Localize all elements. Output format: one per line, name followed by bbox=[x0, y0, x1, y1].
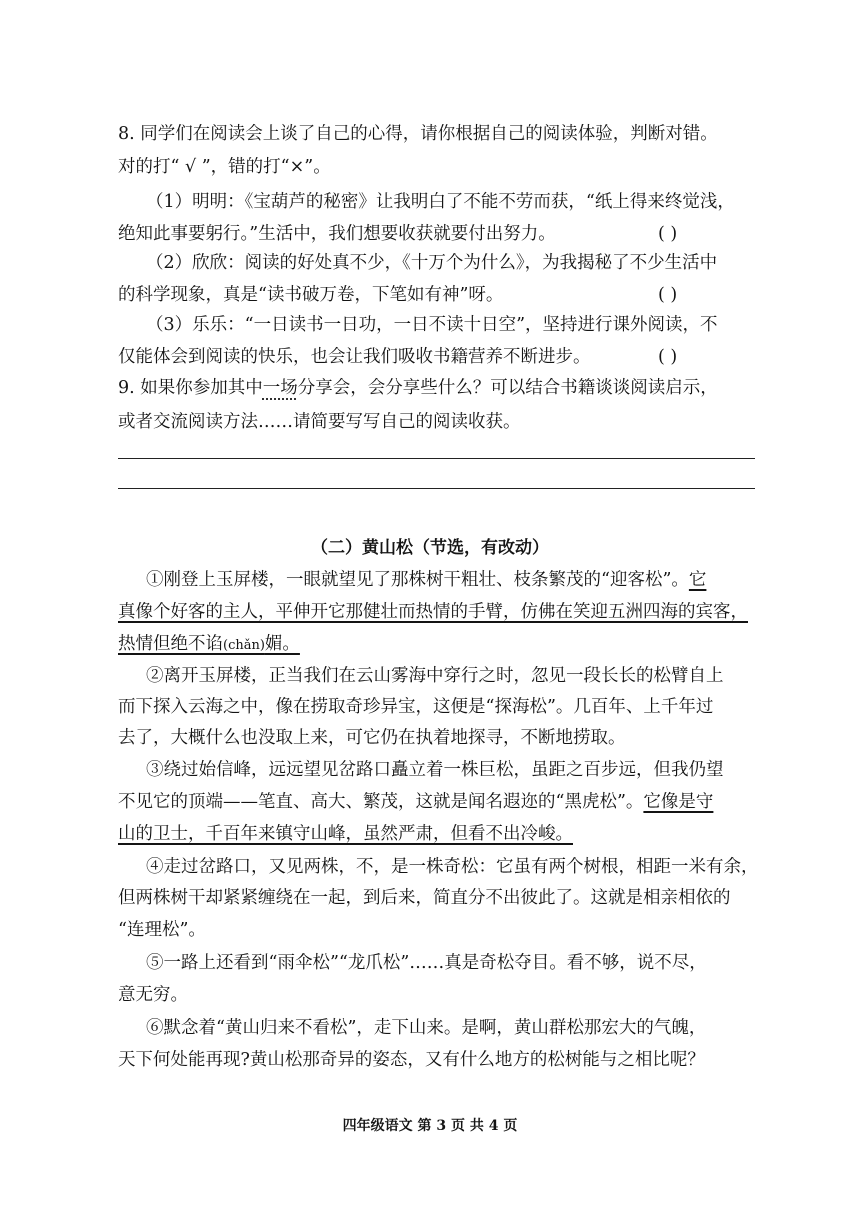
q8-item3-answer-paren[interactable]: ( ) bbox=[658, 347, 678, 367]
q8-item1-line2: 绝知此事要躬行。”生活中，我们想要收获就要付出努力。 bbox=[118, 224, 556, 244]
p3-underlined-end: 山的卫士，千百年来镇守山峰，虽然严肃，但看不出冷峻。 bbox=[118, 824, 573, 844]
p4-line2: 但两株树干却紧紧缠绕在一起，到后来，简直分不出彼此了。这就是相亲相依的 bbox=[118, 888, 731, 908]
q9-stem-emphasis: 一场 bbox=[262, 378, 298, 398]
q8-item2-line1: （2）欣欣：阅读的好处真不少，《十万个为什么》，为我揭秘了不少生活中 bbox=[146, 253, 718, 273]
p2-line3: 去了，大概什么也没取上来，可它仍在执着地探寻，不断地捞取。 bbox=[118, 728, 626, 748]
p5-line2: 意无穷。 bbox=[118, 985, 188, 1005]
p1-underlined-mid: 真像个好客的主人，平伸开它那健壮而热情的手臂，仿佛在笑迎五洲四海的宾客， bbox=[118, 602, 748, 622]
page-footer: 四年级语文 第 3 页 共 4 页 bbox=[342, 1118, 518, 1134]
q9-answer-line-2[interactable] bbox=[118, 488, 755, 489]
p3-text: 不见它的顶端——笔直、高大、繁茂，这就是闻名遐迩的“黑虎松”。 bbox=[118, 792, 644, 812]
q8-item1-line1: （1）明明：《宝葫芦的秘密》让我明白了不能不劳而获，“纸上得来终觉浅， bbox=[146, 192, 735, 212]
p6-line1: ⑥默念着“黄山归来不看松”，走下山来。是啊，黄山群松那宏大的气魄， bbox=[146, 1018, 707, 1038]
p3-line2 bbox=[118, 790, 713, 814]
p1-text: ①刚登上玉屏楼，一眼就望见了那株树干粗壮、枝条繁茂的“迎客松”。 bbox=[146, 570, 689, 590]
p4-line1: ④走过岔路口，又见两株，不，是一株奇松：它虽有两个树根，相距一米有余， bbox=[146, 857, 759, 877]
p1-line3 bbox=[118, 632, 300, 658]
p1-line1 bbox=[146, 568, 706, 592]
p1-underlined-start: 它 bbox=[688, 570, 707, 590]
q8-stem-line1: 8. 同学们在阅读会上谈了自己的心得，请你根据自己的阅读体验，判断对错。 bbox=[118, 124, 718, 144]
q8-item2-answer-paren[interactable]: ( ) bbox=[658, 285, 678, 305]
p1-underlined-end-pre: 热情但绝不谄 bbox=[118, 634, 223, 654]
q8-stem-line2: 对的打“ √ ”，错的打“×”。 bbox=[118, 157, 331, 177]
p1-line2 bbox=[118, 600, 748, 624]
q9-stem-pre: 9. 如果你参加其中 bbox=[118, 378, 263, 398]
p3-line1: ③绕过始信峰，远远望见岔路口矗立着一株巨松，虽距之百步远，但我仍望 bbox=[146, 760, 724, 780]
q9-stem-post: 分享会，会分享些什么？可以结合书籍谈谈阅读启示， bbox=[297, 378, 718, 398]
p3-underlined-start: 它像是守 bbox=[643, 792, 714, 812]
q9-stem-line1 bbox=[118, 376, 718, 400]
p2-line2: 而下探入云海之中，像在捞取奇珍异宝，这便是“探海松”。几百年、上千年过 bbox=[118, 697, 714, 717]
p6-line2: 天下何处能再现?黄山松那奇异的姿态，又有什么地方的松树能与之相比呢？ bbox=[118, 1050, 705, 1070]
q9-answer-line-1[interactable] bbox=[118, 458, 755, 459]
p5-line1: ⑤一路上还看到“雨伞松”“龙爪松”……真是奇松夺目。看不够，说不尽， bbox=[146, 953, 707, 973]
p4-line3: “连理松”。 bbox=[118, 920, 206, 940]
q8-item1-answer-paren[interactable]: ( ) bbox=[658, 224, 678, 244]
q9-stem-line2: 或者交流阅读方法……请简要写写自己的阅读收获。 bbox=[118, 412, 521, 432]
q8-item3-line2: 仅能体会到阅读的快乐，也会让我们吸收书籍营养不断进步。 bbox=[118, 347, 591, 367]
p1-underlined-end-post: 媚。 bbox=[264, 634, 300, 654]
p3-line3 bbox=[118, 822, 573, 846]
q8-item3-line1: （3）乐乐：“一日读书一日功，一日不读十日空”，坚持进行课外阅读，不 bbox=[146, 315, 718, 335]
p2-line1: ②离开玉屏楼，正当我们在云山雾海中穿行之时，忽见一段长长的松臂自上 bbox=[146, 666, 724, 686]
p1-pinyin: (chǎn) bbox=[223, 638, 265, 653]
section-title: （二）黄山松（节选，有改动） bbox=[311, 538, 549, 558]
q8-item2-line2: 的科学现象，真是“读书破万卷，下笔如有神”呀。 bbox=[118, 285, 504, 305]
